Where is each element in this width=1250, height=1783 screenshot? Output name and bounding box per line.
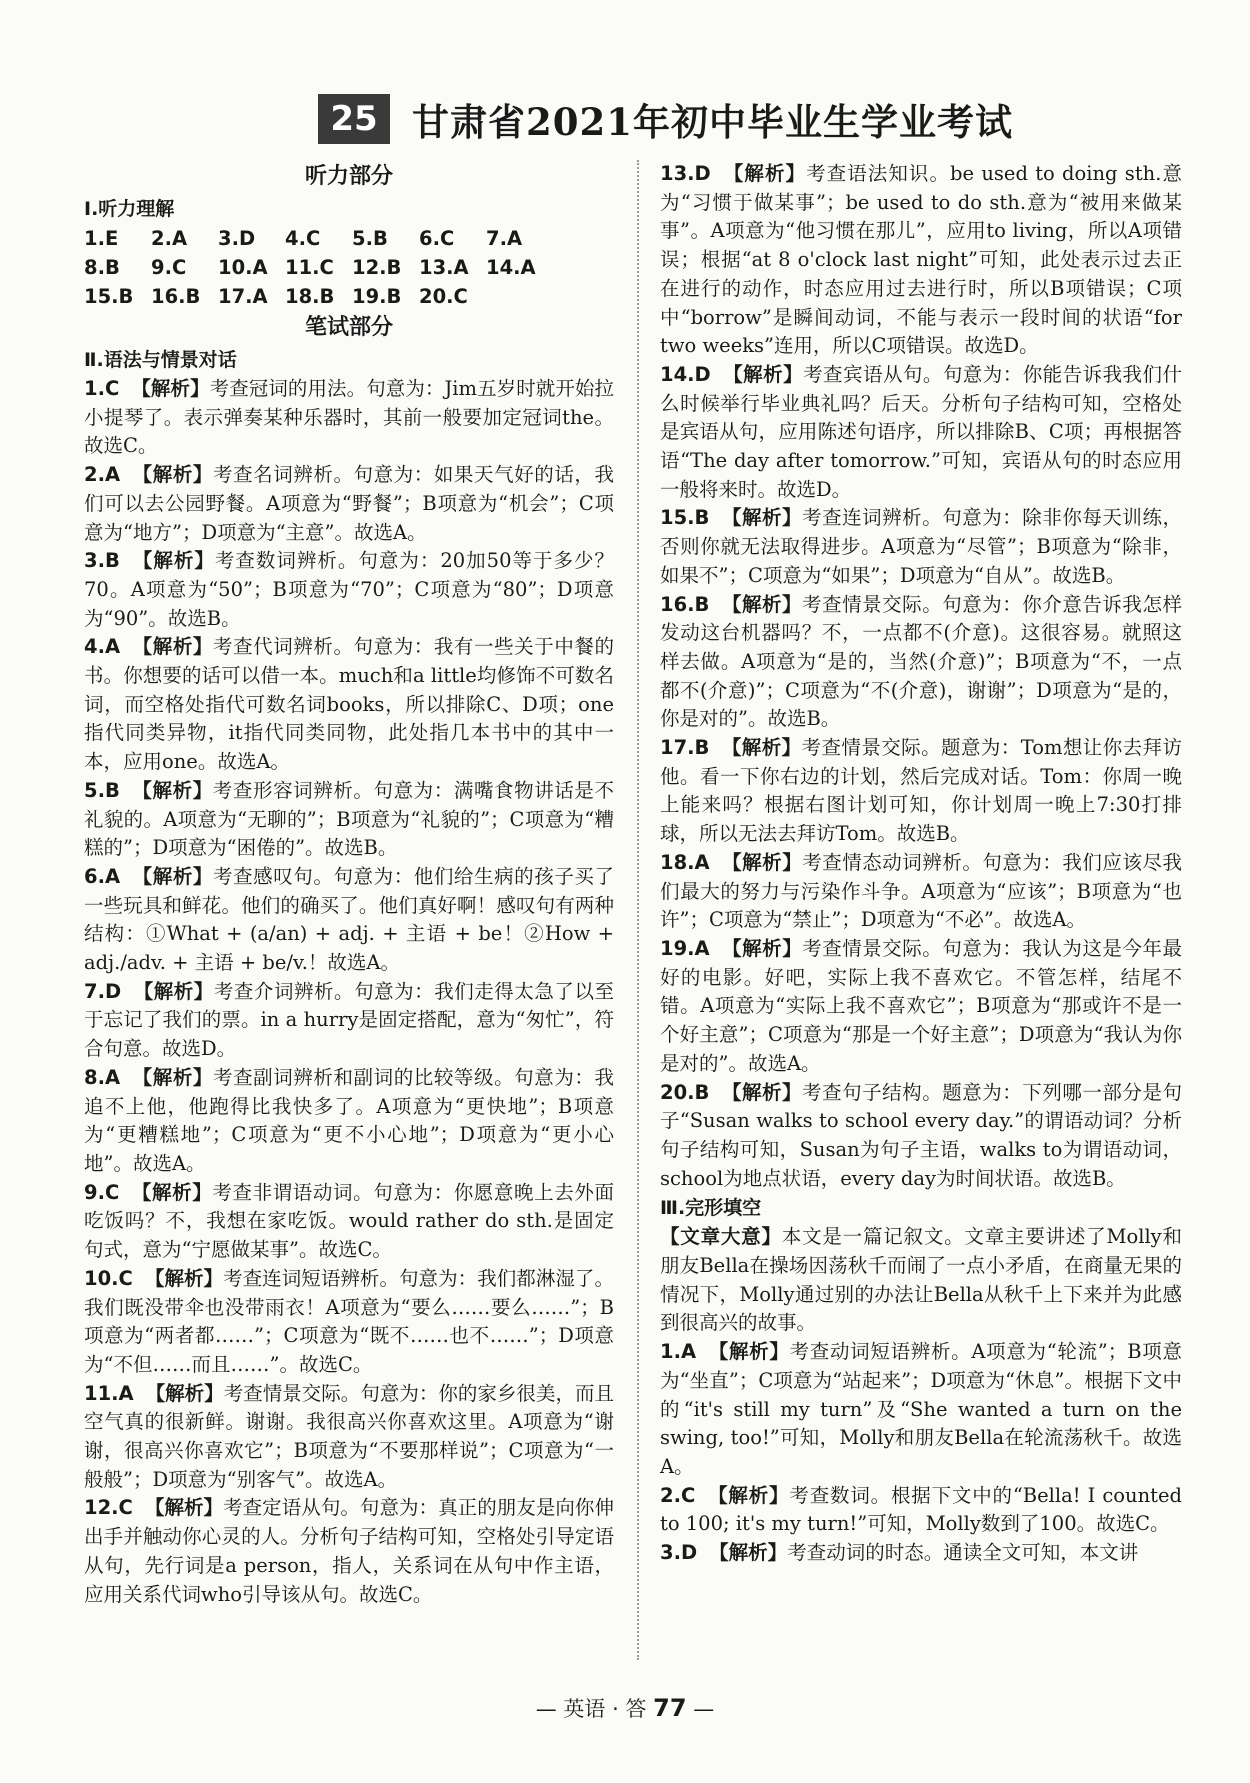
analysis-text: 考查定语从句。句意为：真正的朋友是向你伸出手并触动你心灵的人。分析句子结构可知，空格处引导定语从句，先行词是a person，指人，关系词在从句中作主语，应用关系代词who引导该从句。故选C。 [84,1496,614,1606]
listening-answer: 10.A [218,256,268,279]
analysis-tag: 【解析】 [709,1541,788,1565]
answer-item [84,1179,614,1265]
answer-item [660,591,1182,735]
analysis-text: 考查形容词辨析。句意为：满嘴食物讲话是不礼貌的。A项意为“无聊的”；B项意为“礼貌的”；C项意为“糟糕的”；D项意为“困倦的”。故选B。 [84,778,614,860]
exam-number-badge [318,94,390,144]
answer-item [84,461,614,547]
analysis-text: 考查数词。根据下文中的“Bella! I counted to 100; it's my turn!”可知，Molly数到了100。故选C。 [660,1483,1182,1536]
analysis-tag: 【解析】 [131,549,215,573]
listening-answer: 5.B [352,227,388,250]
analysis-text: 考查副词辨析和副词的比较等级。句意为：我追不上他，他跑得比我快多了。A项意为“更快地”；B项意为“更糟糕地”；C项意为“更不小心地”；D项意为“更小心地”。故选A。 [84,1065,614,1175]
summary-tag: 【文章大意】 [660,1225,782,1249]
listening-section-title: 听力部分 [304,164,393,189]
analysis-tag: 【解析】 [145,1381,224,1405]
answer-item [84,547,614,633]
listening-answer: 17.A [218,285,268,308]
right-column [660,160,1182,1568]
answer-item [84,1064,614,1179]
analysis-text: 考查名词辨析。句意为：如果天气好的话，我们可以去公园野餐。A项意为“野餐”；B项意为“机会”；C项意为“地方”；D项意为“主意”。故选A。 [84,463,614,544]
answer-item [660,361,1182,505]
analysis-tag: 【解析】 [708,1340,790,1364]
cloze-subsection-title: Ⅲ.完形填空 [660,1197,762,1220]
question-number: 14.D [660,362,711,386]
listening-answer: 16.B [151,285,201,308]
grammar-answer-list [84,375,614,1609]
question-number: 3.D [660,1541,698,1565]
answer-item [84,1380,614,1495]
listening-answer: 4.C [285,227,321,250]
listening-answer: 14.A [486,256,536,279]
answer-item [660,1079,1182,1194]
analysis-tag: 【解析】 [144,1496,224,1520]
listening-answer: 11.C [285,256,334,279]
analysis-text: 考查感叹句。句意为：他们给生病的孩子买了一些玩具和鲜花。他们的确买了。他们真好啊！感叹句有两种结构：①What + (a/an) + adj. + 主语 + be！②How + adj./adv. + 主语 + be/v.！故选A。 [84,864,614,975]
listening-subsection-title: Ⅰ.听力理解 [84,198,175,220]
question-number: 2.A [84,463,121,487]
analysis-text: 考查情景交际。题意为：Tom想让你去拜访他。看一下你右边的计划，然后完成对话。Tom：你周一晚上能来吗？根据右图计划可知，你计划周一晚上7:30打排球，所以无法去拜访Tom。故选B。 [660,736,1182,846]
analysis-text: 考查情景交际。句意为：我认为这是今年最好的电影。好吧，实际上我不喜欢它。不管怎样，结尾不错。A项意为“实际上我不喜欢它”；B项意为“那或许不是一个好主意”；C项意为“那是一个好主意”；D项意为“我认为你是对的”。故选A。 [660,936,1182,1075]
analysis-text: 考查连词短语辨析。句意为：我们都淋湿了。我们既没带伞也没带雨衣！A项意为“要么……要么……”；B项意为“两者都……”；C项意为“既不……也不……”；D项意为“不但……而且……”。故选C。 [84,1266,614,1376]
question-number: 5.B [84,778,120,802]
analysis-tag: 【解析】 [721,850,803,874]
listening-answer: 15.B [84,285,134,308]
written-section-title: 笔试部分 [304,315,393,340]
analysis-text: 考查连词辨析。句意为：除非你每天训练，否则你就无法取得进步。A项意为“尽管”；B项意为“除非，如果不”；C项意为“如果”；D项意为“自从”。故选B。 [660,506,1182,587]
analysis-text: 考查情态动词辨析。句意为：我们应该尽我们最大的努力与污染作斗争。A项意为“应该”；B项意为“也许”；C项意为“禁止”；D项意为“不必”。故选A。 [660,850,1182,932]
analysis-tag: 【解析】 [144,1266,224,1290]
question-number: 19.A [660,936,710,960]
listening-answer: 18.B [285,285,335,308]
analysis-text: 考查句子结构。题意为：下列哪一部分是句子“Susan walks to school every day.”的谓语动词？分析句子结构可知，Susan为句子主语，walks to为谓语动词，school为地点状语，every day为时间状语。故选B。 [660,1080,1182,1190]
page-title: 甘肃省2021年初中毕业生学业考试 [412,100,1013,144]
question-number: 9.C [84,1180,120,1204]
exam-number: 25 [330,99,378,139]
listening-answer: 8.B [84,256,120,279]
page-footer [0,1693,1250,1723]
analysis-tag: 【解析】 [132,864,213,888]
answer-item [84,978,614,1064]
summary-body: 本文是一篇记叙文。文章主要讲述了Molly和朋友Bella在操场因荡秋千而闹了一点小矛盾，在商量无果的情况下，Molly通过别的办法让Bella从秋千上下来并为此感到很高兴的故事。 [660,1225,1182,1335]
answer-item [660,734,1182,849]
grammar-subsection-title: Ⅱ.语法与情景对话 [84,349,237,371]
page-number: 77 [653,1694,687,1722]
listening-answer: 9.C [151,256,187,279]
question-number: 2.C [660,1483,696,1507]
analysis-text: 考查冠词的用法。句意为：Jim五岁时就开始拉小提琴了。表示弹奏某种乐器时，其前一般要加定冠词the。故选C。 [84,377,614,458]
analysis-text: 考查非谓语动词。句意为：你愿意晚上去外面吃饭吗？不，我想在家吃饭。would rather do sth.是固定句式，意为“宁愿做某事”。故选C。 [84,1180,614,1262]
listening-answer: 6.C [419,227,455,250]
analysis-tag: 【解析】 [131,1180,213,1204]
listening-answer: 1.E [84,227,119,250]
question-number: 13.D [660,162,711,185]
analysis-tag: 【解析】 [131,778,213,802]
analysis-text: 考查情景交际。句意为：你的家乡很美，而且空气真的很新鲜。谢谢。我很高兴你喜欢这里。A项意为“谢谢，很高兴你喜欢它”；B项意为“不要那样说”；C项意为“一般般”；D项意为“别客气”。故选A。 [84,1381,614,1491]
article-summary [660,1223,1182,1338]
analysis-text: 考查数词辨析。句意为：20加50等于多少？70。A项意为“50”；B项意为“70”；C项意为“80”；D项意为“90”。故选B。 [84,549,614,630]
analysis-text: 考查动词短语辨析。A项意为“轮流”；B项意为“坐直”；C项意为“站起来”；D项意为“休息”。根据下文中的“it's still my turn”及“She wanted a turn on the swing, too!”可知，Molly和朋友Bella在轮流荡秋千。故选A。 [660,1340,1182,1478]
answer-item [660,849,1182,935]
analysis-text: 考查代词辨析。句意为：我有一些关于中餐的书。你想要的话可以借一本。much和a little均修饰不可数名词，而空格处指代可数名词books，所以排除C、D项；one指代同类异物，it指代同类同物，此处指几本书中的其中一本，应用one。故选A。 [84,635,614,774]
answer-item [84,1265,614,1380]
analysis-tag: 【解析】 [721,1080,803,1104]
listening-answer-grid [84,224,614,311]
listening-answer: 2.A [151,227,188,250]
answer-item [84,633,614,777]
question-number: 12.C [84,1496,133,1520]
analysis-text: 考查情景交际。句意为：你介意告诉我怎样发动这台机器吗？不，一点都不(介意)。这很容易。就照这样去做。A项意为“是的，当然(介意)”；B项意为“不，一点都不(介意)”；C项意为“不(介意)，谢谢”；D项意为“是的，你是对的”。故选B。 [660,592,1182,731]
analysis-text: 考查动词的时态。通读全文可知，本文讲 [787,1541,1139,1565]
listening-answer: 13.A [419,256,469,279]
question-number: 7.D [84,979,122,1003]
question-number: 4.A [84,635,121,659]
question-number: 20.B [660,1080,710,1104]
analysis-tag: 【解析】 [132,1065,213,1089]
listening-answer: 12.B [352,256,402,279]
question-number: 1.A [660,1340,697,1364]
analysis-tag: 【解析】 [133,979,214,1003]
question-number: 15.B [660,506,710,530]
analysis-tag: 【解析】 [132,463,213,487]
answer-item [660,504,1182,590]
analysis-tag: 【解析】 [722,162,807,185]
listening-answer: 3.D [218,227,256,250]
analysis-text: 考查语法知识。be used to doing sth.意为“习惯于做某事”；be used to do sth.意为“被用来做某事”。A项意为“他习惯在那儿”，应用to living，所以A项错误；根据“at 8 o'clock last night”可知，此处表示过去正在进行的动作，时态应用过去进行时，所以B项错误；C项中“borrow”是瞬间动词，不能与表示一段时间的状语“for two weeks”连用，所以C项错误。故选D。 [660,162,1182,358]
answer-item [660,1338,1182,1482]
answer-item [660,160,1182,361]
cloze-answer-list [660,1338,1182,1568]
analysis-tag: 【解析】 [132,635,213,659]
analysis-tag: 【解析】 [131,377,210,400]
analysis-tag: 【解析】 [722,362,804,386]
footer-suffix: — [686,1697,715,1721]
analysis-tag: 【解析】 [721,736,802,760]
question-number: 17.B [660,736,710,760]
listening-answer: 7.A [486,227,523,250]
column-divider [637,160,639,1660]
analysis-tag: 【解析】 [721,936,803,960]
answer-item [660,1539,1182,1568]
question-number: 18.A [660,850,710,874]
analysis-tag: 【解析】 [721,506,803,530]
answer-item [84,777,614,863]
analysis-text: 考查介词辨析。句意为：我们走得太急了以至于忘记了我们的票。in a hurry是固定搭配，意为“匆忙”，符合句意。故选D。 [84,979,614,1061]
analysis-tag: 【解析】 [721,592,803,616]
listening-answer: 20.C [419,285,468,308]
footer-prefix: — 英语 · 答 [535,1697,654,1721]
answer-item [84,375,614,461]
answer-item [660,1482,1182,1539]
question-number: 10.C [84,1266,133,1290]
listening-answer: 19.B [352,285,402,308]
question-number: 8.A [84,1065,121,1089]
question-number: 16.B [660,592,710,616]
answer-item [660,935,1182,1079]
answer-item [84,863,614,978]
question-number: 1.C [84,377,120,400]
question-number: 11.A [84,1381,134,1405]
page-header [0,88,1250,148]
answer-item [84,1494,614,1609]
grammar-answer-list-continued [660,160,1182,1193]
question-number: 3.B [84,549,120,573]
analysis-text: 考查宾语从句。句意为：你能告诉我我们什么时候举行毕业典礼吗？后天。分析句子结构可知，空格处是宾语从句，应用陈述句语序，所以排除B、C项；再根据答语“The day after tomorrow.”可知，宾语从句的时态应用一般将来时。故选D。 [660,362,1182,501]
analysis-tag: 【解析】 [707,1483,790,1507]
question-number: 6.A [84,864,121,888]
left-column [84,160,614,1609]
